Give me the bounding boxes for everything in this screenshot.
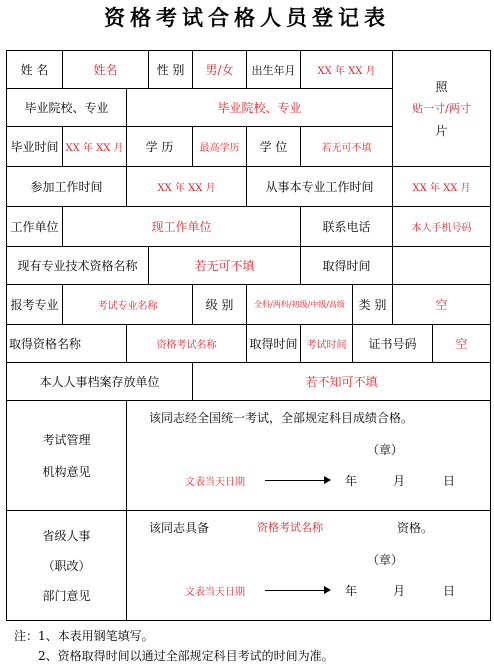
opinion1-arrow-icon [265,480,329,481]
opinion2-qual-name: 资格考试名称 [257,521,323,534]
cert-value[interactable]: 若无可不填 [149,247,301,285]
opinion2-text-suffix: 资格。 [397,521,434,535]
name-value[interactable]: 姓名 [63,51,149,89]
opinion2-label-line3: 部门意见 [42,588,91,603]
birth-label: 出生年月 [247,51,301,89]
form-title: 资格考试合格人员登记表 [104,5,390,30]
birth-value[interactable]: XX 年 XX 月 [301,51,393,89]
archive-label: 本人人事档案存放单位 [7,363,193,401]
opinion1-date-hint: 文表当天日期 [185,477,245,488]
worktime-label: 参加工作时间 [7,167,127,207]
gradtime-value[interactable]: XX 年 XX 月 [63,127,127,167]
notes [14,626,334,666]
qual-value[interactable]: 资格考试名称 [127,325,247,363]
certno-label: 证书号码 [353,325,433,363]
opinion2-label-line2: （职改） [42,558,91,573]
opinion1-year: 年 [345,474,358,488]
note-line-2: 2、资格取得时间以通过全部规定科目考试的时间为准。 [38,649,334,663]
opinion2-year: 年 [345,584,358,598]
school-label: 毕业院校、专业 [7,89,127,127]
opinion2-box[interactable] [127,511,491,621]
qtime-value[interactable]: 考试时间 [301,325,353,363]
name-label: 姓 名 [7,51,63,89]
photo-box[interactable] [393,51,491,167]
opinion2-seal: （章） [367,553,404,567]
opinion1-month: 月 [393,474,406,488]
gradtime-label: 毕业时间 [7,127,63,167]
certno-value[interactable]: 空 [433,325,491,363]
opinion2-text-prefix: 该同志具备 [149,521,210,535]
photo-size-hint: 贴一寸/两寸 [412,101,471,115]
major-label: 报考专业 [7,285,63,325]
registration-form-table [6,50,491,621]
degree-label: 学 位 [247,127,301,167]
phone-value[interactable]: 本人手机号码 [393,207,491,247]
opinion2-month: 月 [393,584,406,598]
degree-value[interactable]: 若无可不填 [301,127,393,167]
archive-value[interactable]: 若不知可不填 [193,363,491,401]
obtain-time-label: 取得时间 [301,247,393,285]
gender-value[interactable]: 男/女 [193,51,247,89]
edu-value[interactable]: 最高学历 [193,127,247,167]
opinion1-label-line2: 机构意见 [42,464,91,479]
type-label: 类 别 [353,285,393,325]
obtain-time-value[interactable] [393,247,491,285]
qual-label: 取得资格名称 [7,325,127,363]
worktime-value[interactable]: XX 年 XX 月 [127,167,247,207]
type-value[interactable]: 空 [393,285,491,325]
opinion1-seal: （章） [367,443,404,457]
photo-label-top: 照 [435,79,448,94]
photo-label-bottom: 片 [435,123,448,138]
majorwork-label: 从事本专业工作时间 [247,167,393,207]
level-label: 级 别 [193,285,247,325]
major-value[interactable]: 考试专业名称 [63,285,193,325]
unit-label: 工作单位 [7,207,63,247]
opinion2-day: 日 [443,584,456,598]
gender-label: 性 别 [149,51,193,89]
opinion2-label-line1: 省级人事 [42,528,91,543]
opinion1-box[interactable] [127,401,491,511]
opinion1-day: 日 [443,474,456,488]
opinion1-text: 该同志经全国统一考试，全部规定科目成绩合格。 [149,411,414,425]
qtime-label: 取得时间 [247,325,301,363]
note-line-1: 注：1、本表用钢笔填写。 [14,629,154,643]
opinion1-label [7,401,127,511]
opinion2-date-hint: 文表当天日期 [185,587,245,598]
opinion2-label [7,511,127,621]
phone-label: 联系电话 [301,207,393,247]
unit-value[interactable]: 现工作单位 [63,207,301,247]
cert-label: 现有专业技术资格名称 [7,247,149,285]
opinion1-label-line1: 考试管理 [42,432,91,447]
majorwork-value[interactable]: XX 年 XX 月 [393,167,491,207]
school-value[interactable]: 毕业院校、专业 [127,89,393,127]
edu-label: 学 历 [127,127,193,167]
opinion2-arrow-icon [265,590,329,591]
level-value[interactable]: 全科/两科/初级/中级/高级 [247,285,353,325]
